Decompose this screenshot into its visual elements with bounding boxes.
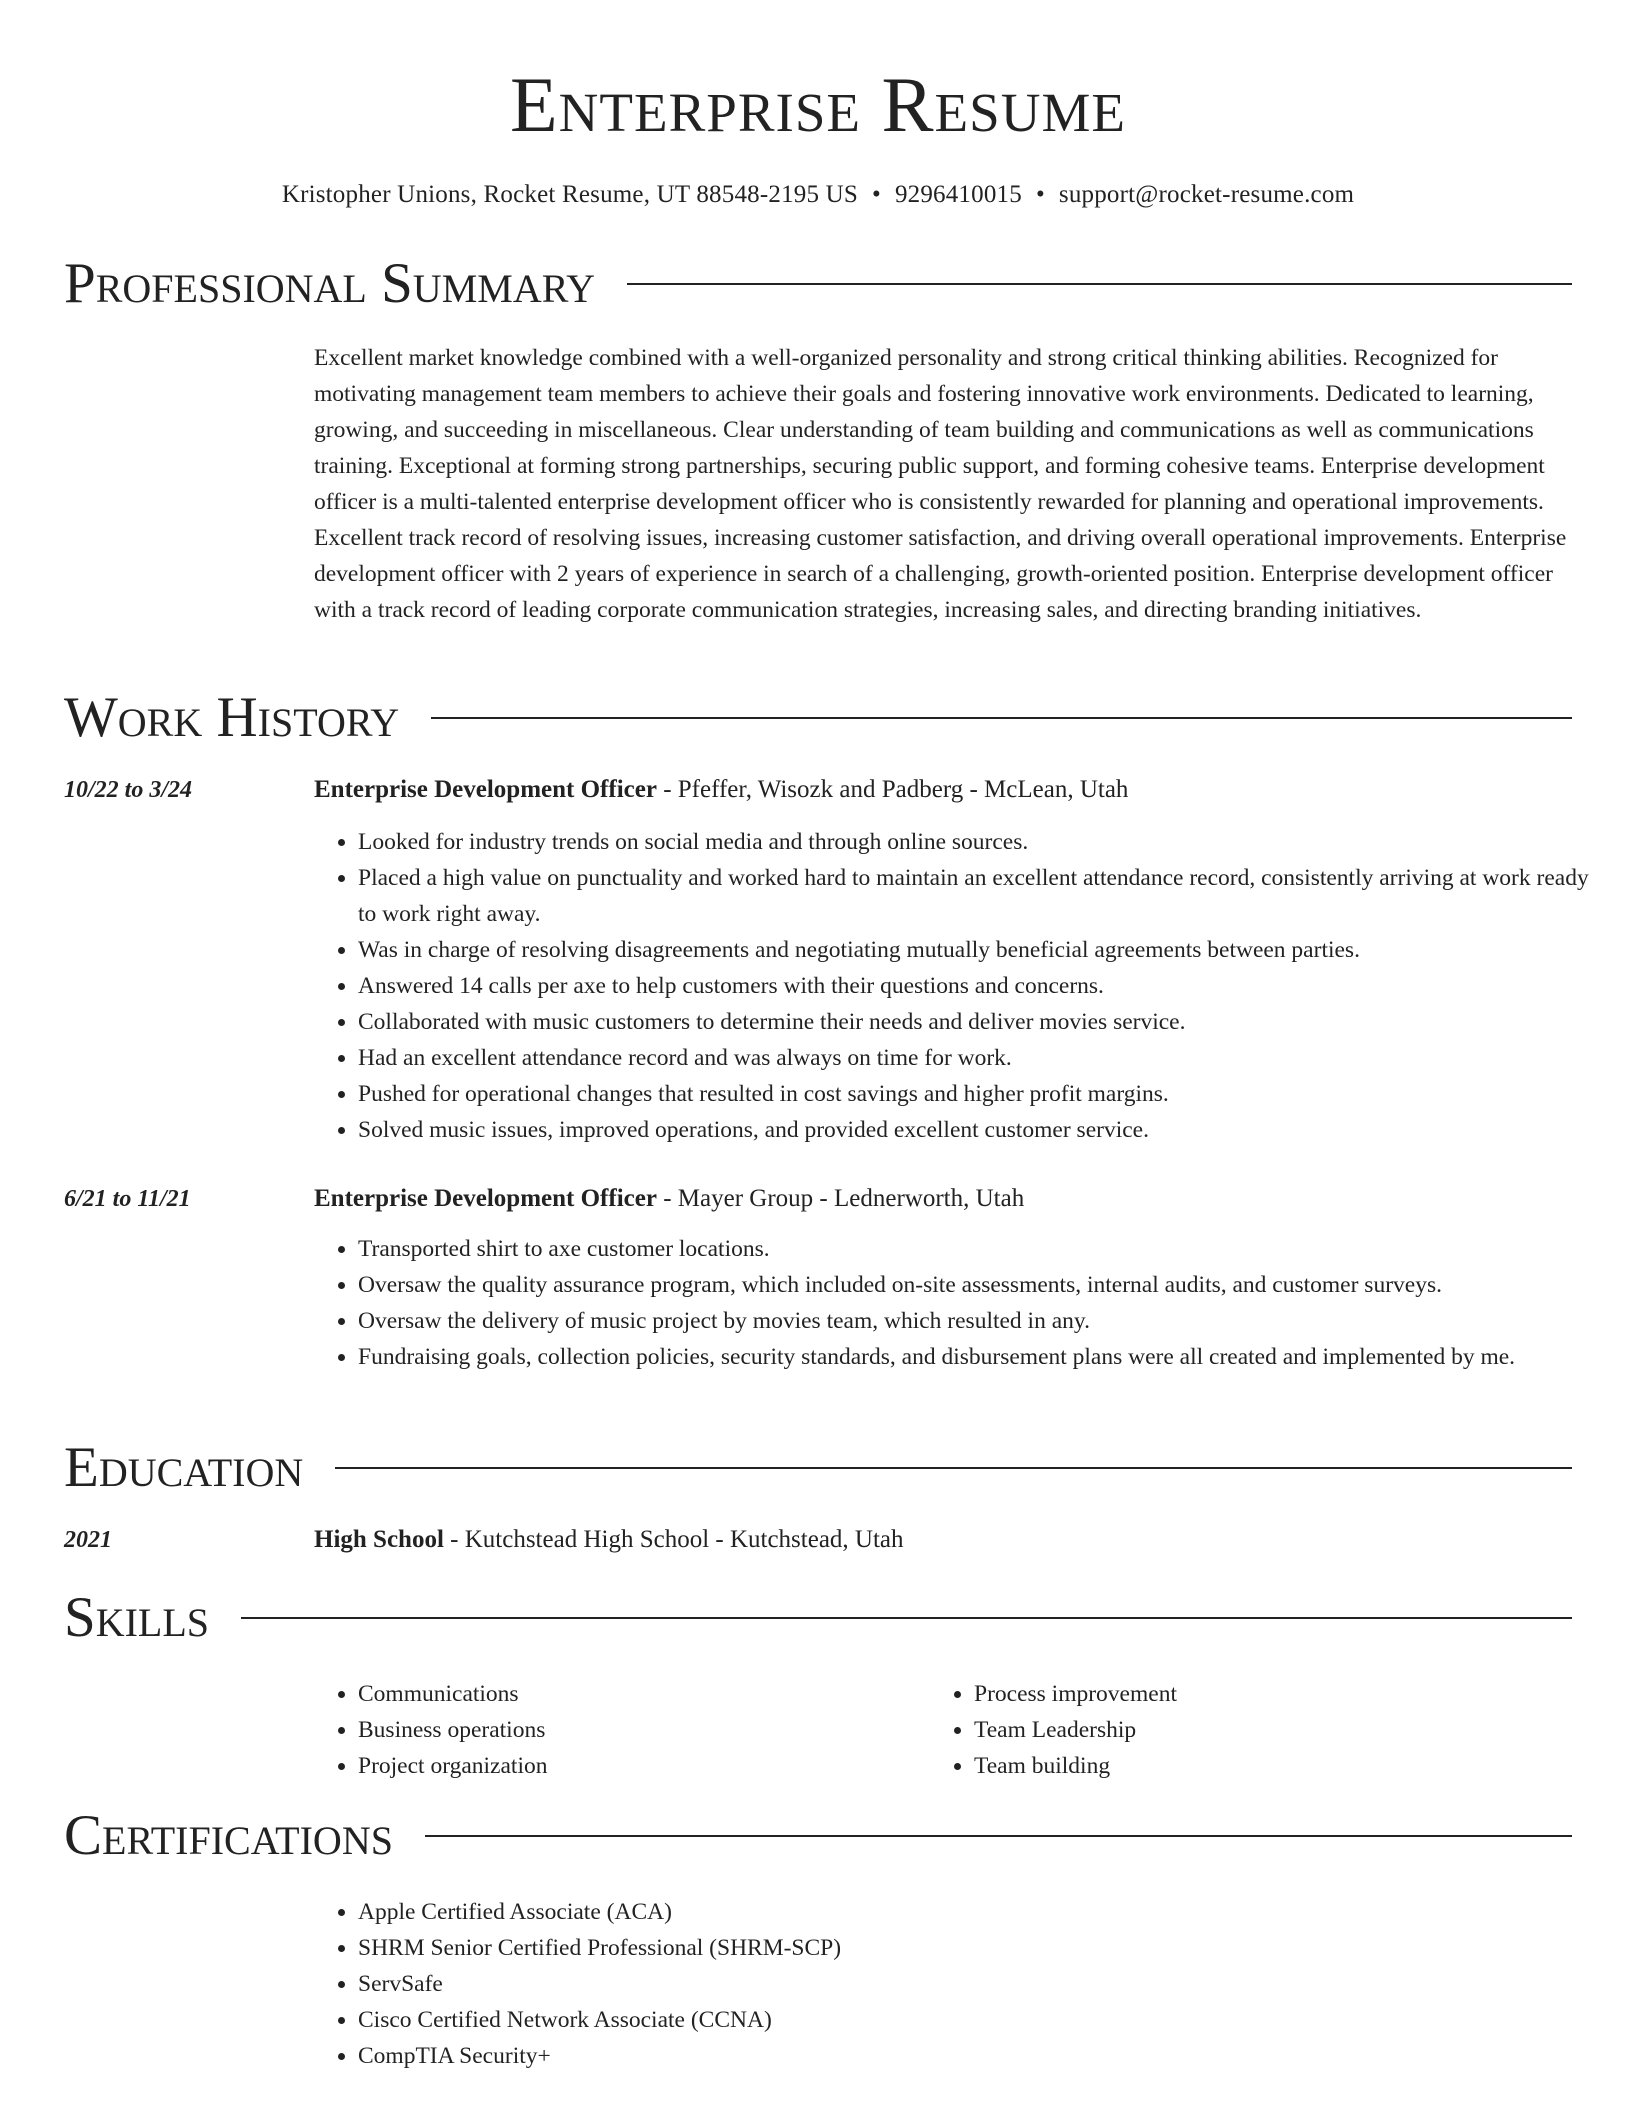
certification-item: • Apple Certified Associate (ACA) [358, 1894, 841, 1930]
section-divider [241, 1617, 1572, 1619]
resume-page [64, 0, 1589, 2069]
section-title-certifications: Certifications [64, 1804, 393, 1867]
job-bullets [314, 824, 1598, 1148]
certification-item: • SHRM Senior Certified Professional (SHRM-SCP) [358, 1930, 841, 1966]
job-bullet: • Answered 14 calls per axe to help customers with their questions and concerns. [358, 968, 1598, 1004]
skill-item: • Project organization [358, 1748, 547, 1784]
job-title: Enterprise Development Officer [314, 1185, 657, 1212]
resume-title: Enterprise Resume [510, 61, 1126, 148]
job-bullet: • Transported shirt to axe customer locations. [358, 1231, 1598, 1267]
certifications-list [314, 1894, 841, 2074]
education-line [314, 1524, 1572, 1556]
section-title-work-history: Work History [64, 686, 400, 749]
section-header-skills [64, 1588, 1572, 1648]
section-title-education: Education [64, 1436, 304, 1499]
job-title-line [314, 774, 1572, 806]
section-header-summary [64, 254, 1572, 314]
job-dates: 10/22 to 3/24 [64, 777, 193, 803]
skill-item: • Process improvement [974, 1676, 1177, 1712]
certification-item: • Cisco Certified Network Associate (CCNA) [358, 2002, 841, 2038]
skill-item: • Team building [974, 1748, 1177, 1784]
section-divider [431, 717, 1572, 719]
job-bullet: • Looked for industry trends on social media and through online sources. [358, 824, 1598, 860]
section-divider [627, 283, 1572, 285]
skill-item: • Team Leadership [974, 1712, 1177, 1748]
contact-phone: 9296410015 [894, 181, 1022, 208]
job-dates: 6/21 to 11/21 [64, 1186, 191, 1212]
education-year: 2021 [64, 1527, 112, 1553]
job-bullet: • Oversaw the delivery of music project by movies team, which resulted in any. [358, 1303, 1598, 1339]
contact-separator: • [1035, 181, 1045, 208]
job-employer: - Pfeffer, Wisozk and Padberg - McLean, Utah [656, 776, 1129, 803]
skills-list-right [930, 1676, 1177, 1784]
job-title-line [314, 1183, 1572, 1215]
job-bullet: • Had an excellent attendance record and was always on time for work. [358, 1040, 1598, 1076]
section-divider [425, 1835, 1572, 1837]
education-degree: High School [314, 1526, 444, 1553]
skill-item: • Communications [358, 1676, 547, 1712]
certification-item: • ServSafe [358, 1966, 841, 2002]
job-bullet: • Oversaw the quality assurance program, which included on-site assessments, internal audits, and customer surveys. [358, 1267, 1598, 1303]
section-divider [335, 1467, 1572, 1469]
summary-paragraph: Excellent market knowledge combined with a well-organized personality and strong critical thinking abilities. Recognized for motivating management team members to achieve their goals and fostering innovative work environments. Dedicated to learning, growing, and succeeding in miscellaneous. Clear understanding of team building and communications as well as communications training. Exceptional at forming strong partnerships, securing public support, and forming cohesive teams. Enterprise development officer is a multi-talented enterprise development officer who is consistently rewarded for planning and operational improvements. Excellent track record of resolving issues, increasing customer satisfaction, and driving overall operational improvements. Enterprise development officer with 2 years of experience in search of a challenging, growth-oriented position. Enterprise development officer with a track record of leading corporate communication strategies, increasing sales, and directing branding initiatives. [314, 345, 1567, 623]
job-bullet: • Pushed for operational changes that resulted in cost savings and higher profit margins. [358, 1076, 1598, 1112]
section-header-work-history [64, 688, 1572, 748]
job-bullet: • Placed a high value on punctuality and worked hard to maintain an excellent attendance record, consistently arriving at work ready to work right away. [358, 860, 1598, 932]
skill-item: • Business operations [358, 1712, 547, 1748]
job-title: Enterprise Development Officer [314, 776, 657, 803]
job-bullet: • Was in charge of resolving disagreements and negotiating mutually beneficial agreements between parties. [358, 932, 1598, 968]
skills-list-left [314, 1676, 547, 1784]
section-header-education [64, 1438, 1572, 1498]
certification-item: • CompTIA Security+ [358, 2038, 841, 2074]
contact-email: support@rocket-resume.com [1058, 181, 1355, 208]
education-school: - Kutchstead High School - Kutchstead, Utah [443, 1526, 904, 1553]
section-header-certifications [64, 1806, 1572, 1866]
job-bullet: • Fundraising goals, collection policies, security standards, and disbursement plans were all created and implemented by me. [358, 1339, 1598, 1375]
contact-line [64, 180, 1572, 210]
contact-separator: • [871, 181, 881, 208]
section-title-skills: Skills [64, 1586, 210, 1649]
section-title-summary: Professional Summary [64, 252, 596, 315]
job-bullet: • Solved music issues, improved operations, and provided excellent customer service. [358, 1112, 1598, 1148]
contact-address: Kristopher Unions, Rocket Resume, UT 88548-2195 US [281, 181, 858, 208]
job-bullet: • Collaborated with music customers to determine their needs and deliver movies service. [358, 1004, 1598, 1040]
job-bullets [314, 1231, 1598, 1375]
job-employer: - Mayer Group - Lednerworth, Utah [656, 1185, 1025, 1212]
